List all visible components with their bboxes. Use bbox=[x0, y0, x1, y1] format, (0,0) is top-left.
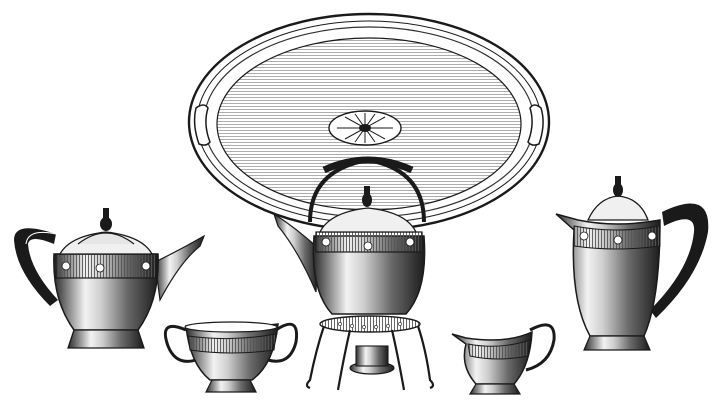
cream-jug bbox=[452, 325, 554, 394]
tray-rosette-icon bbox=[329, 111, 401, 145]
sugar-bowl bbox=[165, 322, 296, 392]
hot-water-jug bbox=[556, 176, 708, 350]
spirit-stand bbox=[307, 316, 433, 390]
